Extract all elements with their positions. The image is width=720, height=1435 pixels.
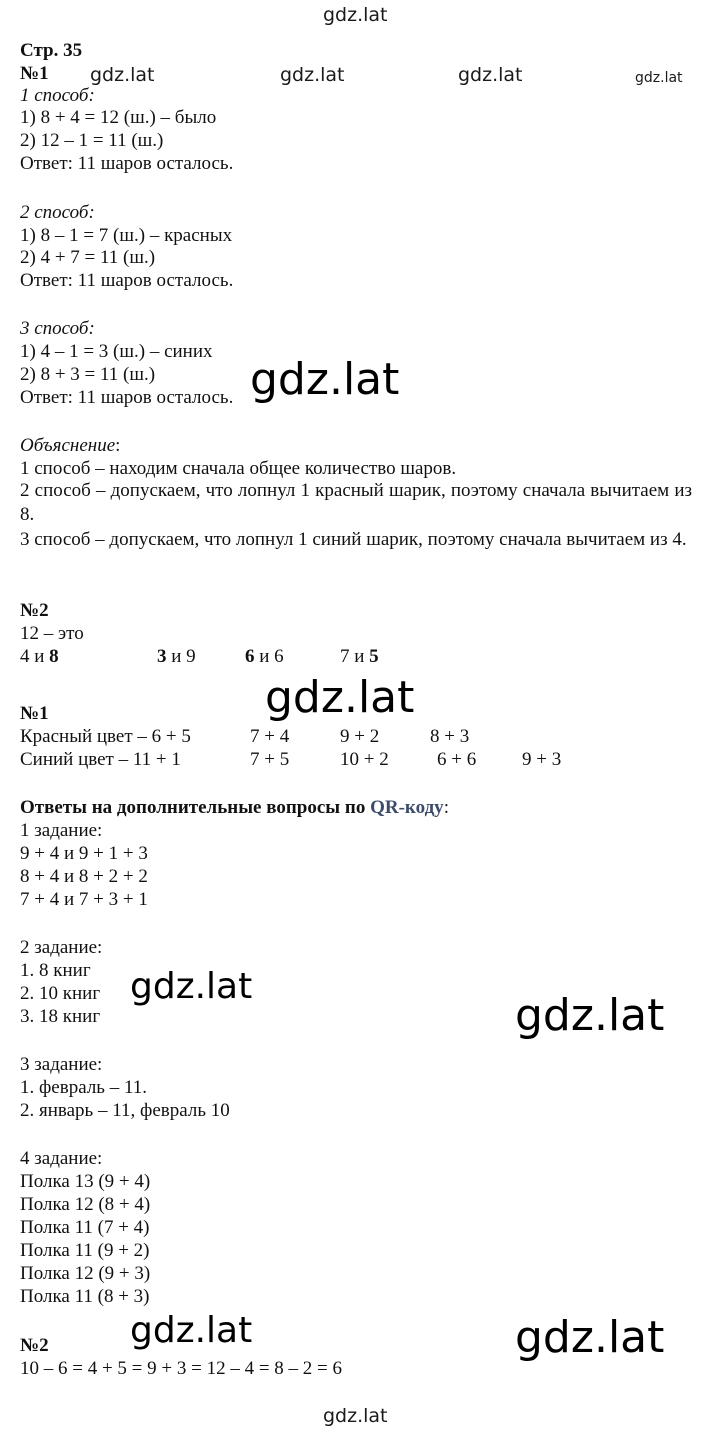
exercise-title: 3 задание: bbox=[20, 1054, 103, 1075]
expression: 7 + 5 bbox=[250, 749, 290, 770]
answer-line: Ответ: 11 шаров осталось. bbox=[20, 270, 234, 291]
solution-line: 2) 12 – 1 = 11 (ш.) bbox=[20, 130, 164, 151]
pair-first: 3 bbox=[157, 646, 167, 667]
exercise-title: 2 задание: bbox=[20, 937, 103, 958]
extra-heading-text: Ответы на дополнительные вопросы по bbox=[20, 797, 371, 818]
answer-line: Ответ: 11 шаров осталось. bbox=[20, 153, 234, 174]
number-pair bbox=[245, 646, 284, 668]
number-pair bbox=[20, 646, 59, 668]
solution-line: 1) 8 – 1 = 7 (ш.) – красных bbox=[20, 225, 233, 246]
extra-heading bbox=[20, 797, 449, 819]
pair-first: 7 bbox=[340, 646, 350, 667]
exercise-line: Полка 12 (8 + 4) bbox=[20, 1194, 151, 1215]
pair-first: 6 bbox=[245, 646, 255, 667]
exercise-line: 9 + 4 и 9 + 1 + 3 bbox=[20, 843, 148, 864]
watermark-large: gdz.lat bbox=[130, 966, 253, 1007]
watermark: gdz.lat bbox=[458, 64, 523, 86]
watermark: gdz.lat bbox=[280, 64, 345, 86]
exercise-title: 4 задание: bbox=[20, 1148, 103, 1169]
solution-line: 1) 8 + 4 = 12 (ш.) – было bbox=[20, 107, 217, 128]
expression: 6 + 6 bbox=[437, 749, 477, 770]
number-pair bbox=[340, 646, 379, 668]
exercise-line: Полка 13 (9 + 4) bbox=[20, 1171, 151, 1192]
exercise-line: 8 + 4 и 8 + 2 + 2 bbox=[20, 866, 148, 887]
answer-line: Ответ: 11 шаров осталось. bbox=[20, 387, 234, 408]
pair-and: и bbox=[254, 646, 275, 667]
exercise-line: 2. январь – 11, февраль 10 bbox=[20, 1100, 230, 1121]
pair-and: и bbox=[349, 646, 370, 667]
watermark: gdz.lat bbox=[90, 64, 155, 86]
pair-second: 5 bbox=[369, 646, 379, 667]
page-number: Стр. 35 bbox=[20, 40, 83, 61]
watermark-bottom: gdz.lat bbox=[323, 1405, 388, 1427]
qr-code-link[interactable]: QR-коду bbox=[370, 797, 444, 818]
explanation-heading bbox=[20, 435, 120, 457]
watermark: gdz.lat bbox=[635, 70, 683, 86]
equation-chain: 10 – 6 = 4 + 5 = 9 + 3 = 12 – 4 = 8 – 2 = 6 bbox=[20, 1358, 343, 1379]
solution-line: 2) 4 + 7 = 11 (ш.) bbox=[20, 247, 156, 268]
extra-heading-colon: : bbox=[443, 797, 449, 818]
task-title: №2 bbox=[20, 1335, 49, 1356]
explanation-paragraph: 3 способ – допускаем, что лопнул 1 синий шарик, поэтому сначала вычитаем из 4. bbox=[20, 529, 687, 550]
task-title: №1 bbox=[20, 703, 49, 724]
exercise-line: 2. 10 книг bbox=[20, 983, 101, 1004]
solution-line: 2) 8 + 3 = 11 (ш.) bbox=[20, 364, 156, 385]
pair-and: и bbox=[29, 646, 50, 667]
exercise-title: 1 задание: bbox=[20, 820, 103, 841]
watermark-large: gdz.lat bbox=[515, 990, 665, 1041]
color-row-label: Красный цвет – 6 + 5 bbox=[20, 726, 191, 747]
way-title: 3 способ: bbox=[20, 318, 95, 339]
color-row-label: Синий цвет – 11 + 1 bbox=[20, 749, 181, 770]
watermark-large: gdz.lat bbox=[265, 672, 415, 723]
exercise-line: Полка 11 (8 + 3) bbox=[20, 1286, 150, 1307]
number-pair bbox=[157, 646, 196, 668]
exercise-line: 7 + 4 и 7 + 3 + 1 bbox=[20, 889, 148, 910]
explanation-colon: : bbox=[115, 435, 121, 456]
expression: 9 + 2 bbox=[340, 726, 380, 747]
pair-and: и bbox=[166, 646, 187, 667]
expression: 10 + 2 bbox=[340, 749, 389, 770]
task-title: №1 bbox=[20, 63, 49, 84]
watermark-top: gdz.lat bbox=[323, 4, 388, 26]
explanation-paragraph: 2 способ – допускаем, что лопнул 1 красный шарик, поэтому сначала вычитаем из 8. bbox=[20, 480, 692, 525]
pair-second: 9 bbox=[186, 646, 196, 667]
expression: 7 + 4 bbox=[250, 726, 290, 747]
exercise-line: Полка 12 (9 + 3) bbox=[20, 1263, 151, 1284]
exercise-line: Полка 11 (7 + 4) bbox=[20, 1217, 150, 1238]
way-title: 2 способ: bbox=[20, 202, 95, 223]
watermark-large: gdz.lat bbox=[130, 1310, 253, 1351]
exercise-line: 1. 8 книг bbox=[20, 960, 91, 981]
watermark-large: gdz.lat bbox=[515, 1312, 665, 1363]
task-title: №2 bbox=[20, 600, 49, 621]
explanation-label: Объяснение bbox=[20, 435, 116, 456]
expression: 8 + 3 bbox=[430, 726, 470, 747]
expression: 9 + 3 bbox=[522, 749, 562, 770]
pair-second: 8 bbox=[49, 646, 59, 667]
solution-line: 1) 4 – 1 = 3 (ш.) – синих bbox=[20, 341, 213, 362]
explanation-paragraph: 1 способ – находим сначала общее количество шаров. bbox=[20, 458, 457, 479]
watermark-large: gdz.lat bbox=[250, 354, 400, 405]
exercise-line: Полка 11 (9 + 2) bbox=[20, 1240, 150, 1261]
pair-second: 6 bbox=[274, 646, 284, 667]
pair-first: 4 bbox=[20, 646, 30, 667]
task-intro: 12 – это bbox=[20, 623, 84, 644]
way-title: 1 способ: bbox=[20, 85, 95, 106]
exercise-line: 1. февраль – 11. bbox=[20, 1077, 148, 1098]
exercise-line: 3. 18 книг bbox=[20, 1006, 101, 1027]
